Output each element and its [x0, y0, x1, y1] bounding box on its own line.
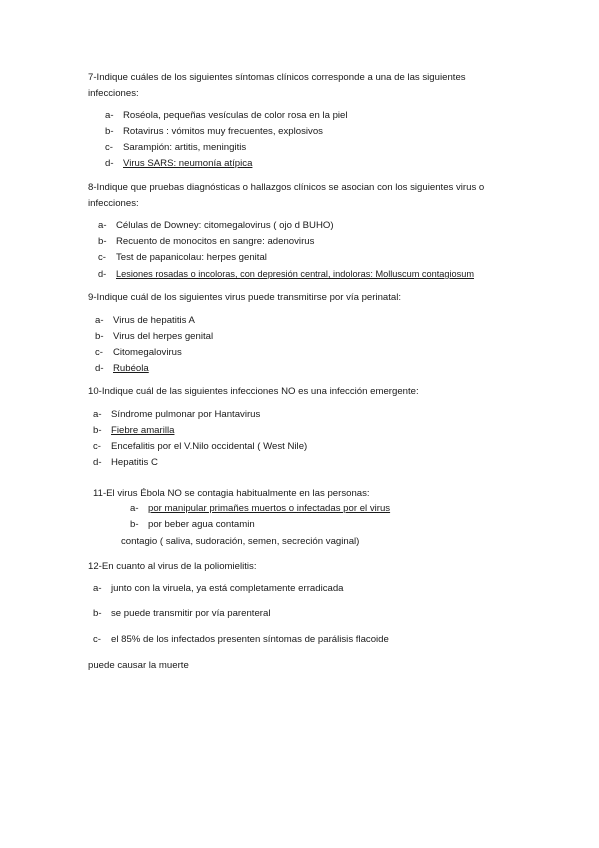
q8-title-line2: infecciones: — [88, 198, 139, 209]
q10-option-c — [93, 441, 307, 453]
q11-option-b-text: por beber agua contamin — [148, 519, 255, 530]
q10-option-d — [93, 457, 158, 469]
q7-option-b-text: Rotavirus : vómitos muy frecuentes, explosivos — [123, 126, 323, 137]
q10-option-d-text: Hepatitis C — [111, 457, 158, 468]
q9-option-d — [95, 363, 149, 375]
q11-option-a — [130, 503, 390, 515]
q11-option-a-marker: a- — [130, 503, 139, 514]
q8-option-a-marker: a- — [98, 220, 107, 231]
q12-option-b — [93, 608, 270, 620]
q8-option-d-text: Lesiones rosadas o incoloras, con depresión central, indoloras: Molluscum contagiosum — [116, 269, 474, 279]
q7-option-b — [105, 126, 323, 138]
q7-option-d — [105, 158, 252, 170]
q11-option-b-marker: b- — [130, 519, 139, 530]
q11-option-a-text: por manipular primañes muertos o infectadas por el virus — [148, 503, 391, 514]
q12-option-a-text: junto con la viruela, ya está completamente erradicada — [111, 583, 344, 594]
q7-title-line1: 7-Indique cuáles de los siguientes síntomas clínicos corresponde a una de las siguientes — [88, 72, 466, 83]
q12-option-c-text: el 85% de los infectados presenten síntomas de parálisis flacoide — [111, 634, 389, 645]
q9-option-a-text: Virus de hepatitis A — [113, 315, 195, 326]
q7-option-a-marker: a- — [105, 110, 114, 121]
q12-option-c — [93, 634, 389, 646]
q9-option-a — [95, 315, 195, 327]
q10-option-c-marker: c- — [93, 441, 101, 452]
q7-option-a — [105, 110, 348, 122]
q9-option-b-marker: b- — [95, 331, 104, 342]
q10-option-a-text: Síndrome pulmonar por Hantavirus — [111, 409, 261, 420]
q10-option-a — [93, 409, 260, 421]
q12-option-c-marker: c- — [93, 634, 101, 645]
q9-option-c — [95, 347, 182, 359]
q12-option-b-text: se puede transmitir por vía parenteral — [111, 608, 271, 619]
q11-extra-note: contagio ( saliva, sudoración, semen, secreción vaginal) — [121, 536, 360, 547]
q8-option-c-text: Test de papanicolau: herpes genital — [116, 252, 267, 263]
q8-option-b-text: Recuento de monocitos en sangre: adenovirus — [116, 236, 315, 247]
q7-option-c-text: Sarampión: artitis, meningitis — [123, 142, 247, 153]
q10-title: 10-Indique cuál de las siguientes infecciones NO es una infección emergente: — [88, 386, 419, 397]
q8-option-d — [98, 268, 474, 280]
q9-title: 9-Indique cuál de los siguientes virus puede transmitirse por vía perinatal: — [88, 292, 402, 303]
q12-option-a — [93, 583, 344, 595]
q7-option-d-text: Virus SARS: neumonía atípica — [123, 158, 253, 169]
q10-option-d-marker: d- — [93, 457, 102, 468]
q9-option-b-text: Virus del herpes genital — [113, 331, 214, 342]
q9-option-c-text: Citomegalovirus — [113, 347, 182, 358]
q8-option-a — [98, 220, 334, 232]
q10-option-a-marker: a- — [93, 409, 102, 420]
q8-option-b-marker: b- — [98, 236, 107, 247]
q8-option-b — [98, 236, 314, 248]
q7-title-line2: infecciones: — [88, 88, 139, 99]
q7-option-c-marker: c- — [105, 142, 113, 153]
q9-option-c-marker: c- — [95, 347, 103, 358]
q9-option-d-text: Rubéola — [113, 363, 149, 374]
q10-option-b — [93, 425, 174, 437]
q9-option-d-marker: d- — [95, 363, 104, 374]
q10-option-b-text: Fiebre amarilla — [111, 425, 175, 436]
q11-option-b — [130, 519, 255, 531]
q8-option-c — [98, 252, 267, 264]
q9-option-a-marker: a- — [95, 315, 104, 326]
q8-option-c-marker: c- — [98, 252, 106, 263]
q7-option-b-marker: b- — [105, 126, 114, 137]
q9-option-b — [95, 331, 213, 343]
q10-option-b-marker: b- — [93, 425, 102, 436]
q7-option-a-text: Roséola, pequeñas vesículas de color rosa en la piel — [123, 110, 348, 121]
q8-title-line1: 8-Indique que pruebas diagnósticas o hallazgos clínicos se asocian con los siguientes virus o — [88, 182, 485, 193]
q11-title: 11-El virus Ébola NO se contagia habitualmente en las personas: — [93, 488, 370, 499]
q7-option-c — [105, 142, 246, 154]
q7-option-d-marker: d- — [105, 158, 114, 169]
q12-title: 12-En cuanto al virus de la poliomielitis: — [88, 561, 257, 572]
q12-option-b-marker: b- — [93, 608, 102, 619]
q12-extra-note: puede causar la muerte — [88, 660, 189, 671]
q10-option-c-text: Encefalitis por el V.Nilo occidental ( West Nile) — [111, 441, 308, 452]
q8-option-d-marker: d- — [98, 269, 107, 279]
q8-option-a-text: Células de Downey: citomegalovirus ( ojo d BUHO) — [116, 220, 334, 231]
q12-option-a-marker: a- — [93, 583, 102, 594]
